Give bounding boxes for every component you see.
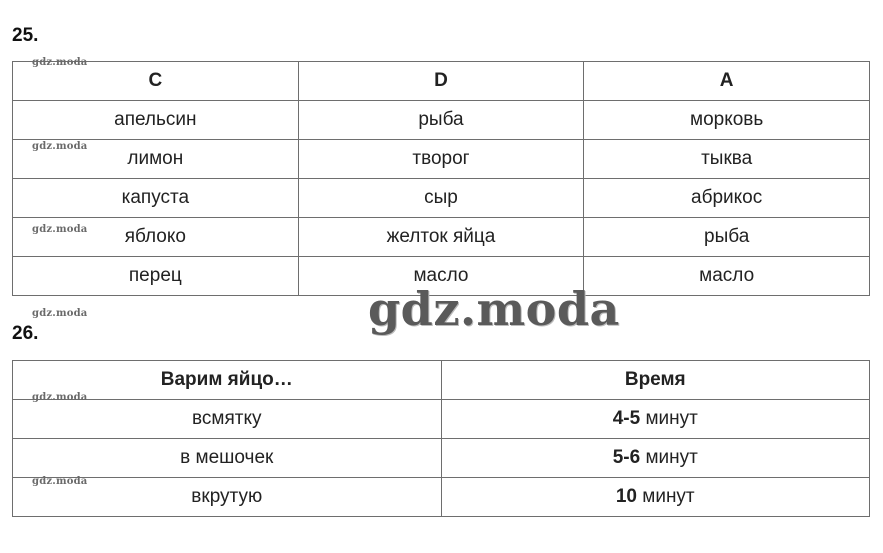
time-unit: минут — [645, 408, 698, 429]
time-cell — [441, 439, 870, 478]
watermark-small: gdz.moda — [32, 308, 88, 319]
table-cell: желток яйца — [298, 218, 584, 257]
table-row — [13, 218, 870, 257]
table-row — [13, 101, 870, 140]
table-cell: абрикос — [584, 179, 870, 218]
table-cell: апельсин — [13, 101, 299, 140]
column-header-a: A — [584, 62, 870, 101]
time-unit: минут — [642, 486, 695, 507]
table-row — [13, 140, 870, 179]
task-25-number: 25. — [12, 25, 39, 46]
table-cell: лимон — [13, 140, 299, 179]
table-cell: сыр — [298, 179, 584, 218]
table-cell: творог — [298, 140, 584, 179]
method-cell: в мешочек — [13, 439, 442, 478]
table-cell: перец — [13, 257, 299, 296]
table-header-row — [13, 361, 870, 400]
table-cell: яблоко — [13, 218, 299, 257]
table-cell: капуста — [13, 179, 299, 218]
column-header-method: Варим яйцо… — [13, 361, 442, 400]
time-cell — [441, 400, 870, 439]
table-row — [13, 478, 870, 517]
time-cell — [441, 478, 870, 517]
table-cell: рыба — [584, 218, 870, 257]
method-cell: вкрутую — [13, 478, 442, 517]
method-cell: всмятку — [13, 400, 442, 439]
table-cell: морковь — [584, 101, 870, 140]
vitamin-table — [12, 61, 870, 296]
table-cell: масло — [298, 257, 584, 296]
table-row — [13, 400, 870, 439]
table-cell: рыба — [298, 101, 584, 140]
table-row — [13, 179, 870, 218]
egg-cooking-table — [12, 360, 870, 517]
column-header-d: D — [298, 62, 584, 101]
table-header-row — [13, 62, 870, 101]
time-unit: минут — [645, 447, 698, 468]
task-26-number: 26. — [12, 323, 39, 344]
time-value: 4-5 — [612, 408, 641, 429]
watermark-small: gdz.moda — [32, 392, 88, 403]
column-header-c: C — [13, 62, 299, 101]
table-row — [13, 439, 870, 478]
table-cell: тыква — [584, 140, 870, 179]
watermark-small: gdz.moda — [32, 141, 88, 152]
watermark-large: gdz.moda — [368, 282, 620, 336]
watermark-small: gdz.moda — [32, 57, 88, 68]
column-header-time: Время — [441, 361, 870, 400]
time-value: 10 — [615, 486, 637, 507]
watermark-small: gdz.moda — [32, 224, 88, 235]
time-value: 5-6 — [612, 447, 641, 468]
watermark-small: gdz.moda — [32, 476, 88, 487]
table-cell: масло — [584, 257, 870, 296]
